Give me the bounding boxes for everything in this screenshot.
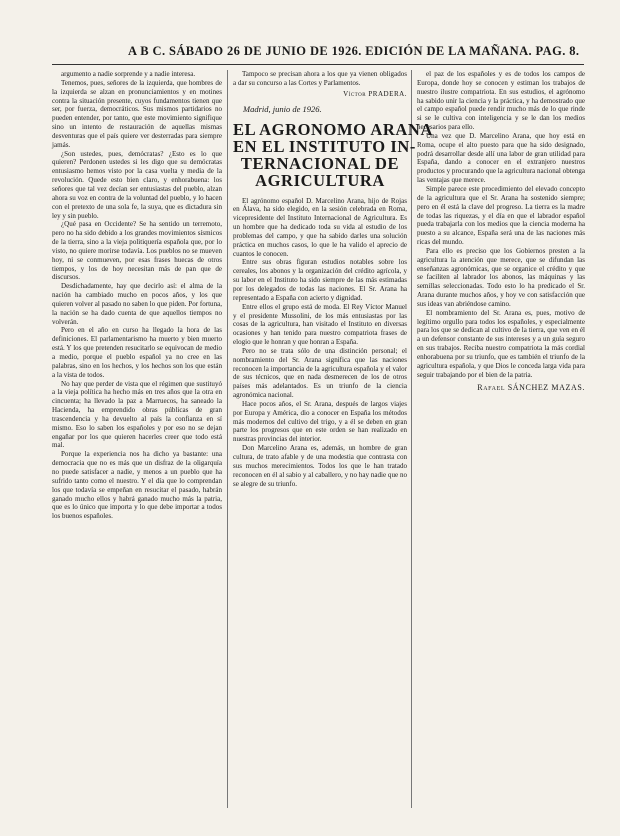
column-left <box>52 70 222 808</box>
headline-line: AGRICULTURA <box>255 170 385 190</box>
dateline: Madrid, junio de 1926. <box>243 103 322 114</box>
paragraph: El agrónomo español D. Marcelino Arana, hijo de Rojas en Álava, ha sido elegido, en la sesión celebrada en Roma, vicepresidente del Instituto Internacional de Agricultura. Es un hombre que ha dedicado toda su vida al estudio de los problemas del campo, y que ha sabido darles una solución práctica en muchos casos, lo que le ha valido el aprecio de cuantos le conocen. <box>233 196 407 258</box>
intro-article <box>233 70 407 88</box>
intro-signature: Víctor PRADERA. <box>343 89 407 98</box>
paragraph: El nombramiento del Sr. Arana es, pues, motivo de legítimo orgullo para todos los españoles, y especialmente para los que se dedican al cultivo de la tierra, que ven en él a un defensor constante de sus intereses y a un guía seguro en sus trabajos. Reciba nuestro compatriota la más cordial enhorabuena por su triunfo, que es también el triunfo de la agricultura española, y que Dios le conceda larga vida para seguir trabajando por el bien de la patria. <box>417 308 585 379</box>
paragraph: Entre ellos el grupo está de moda. El Rey Víctor Manuel y el presidente Mussolini, de los más entusiastas por las cosas de la agricultura, han visitado el Instituto en diversas ocasiones y han tenido para nuestro compatriota frases de elogio que le honran y que honran a España. <box>233 302 407 347</box>
paragraph: Pero en el año en curso ha llegado la hora de las definiciones. El parlamentarismo ha muerto y bien muerto está. Y los que pretenden resucitarlo se equivocan de medio a medio, porque el pueblo español ya no cree en las palabras, sino en los hechos, y los hechos son los que están a la vista de todos. <box>52 326 222 379</box>
paragraph: Tampoco se precisan ahora a los que ya vienen obligados a dar su concurso a las Cortes y Parlamentos. <box>233 70 407 87</box>
paragraph: No hay que perder de vista que el régimen que sustituyó a la vieja política ha hecho más en tres años que la otra en cincuenta; ha llevado la paz a Marruecos, ha saneado la Hacienda, ha emprendido obras públicas de gran trascendencia y ha devuelto al país la confianza en sí mismo. Eso lo saben los españoles y por eso no se dejan engañar por los que quieren hacerles creer que todo está mal. <box>52 379 222 450</box>
paragraph: Porque la experiencia nos ha dicho ya bastante: una democracia que no es más que un disfraz de la oligarquía no puede satisfacer a nadie, y menos a un pueblo que ha sufrido tanto como el nuestro. Y el día que lo comprendan los que todavía se empeñan en resucitar el pasado, habrán ganado mucho ellos y habrá ganado mucho más la patria, que es lo único que importa y lo que debe importar a todos los buenos españoles. <box>52 450 222 521</box>
column-divider <box>227 70 228 808</box>
byline: Rafael SÁNCHEZ MAZAS. <box>477 382 585 392</box>
paragraph: Tenemos, pues, señores de la izquierda, que hombres de la izquierda se alzan en pronunciamientos y en motines contra la situación presente, cuyos fundamentos tienen que ser, por fuerza, democráticos. Sus mismos partidarios no pueden entender, por tanto, que este movimiento signifique sino un intento de restauración de aquellas mismas desventuras que el país quiere ver desterradas para siempre jamás. <box>52 78 222 149</box>
paragraph: argumento a nadie sorprende y a nadie interesa. <box>61 70 196 78</box>
column-divider <box>411 70 412 808</box>
paragraph: ¿Qué pasa en Occidente? Se ha sentido un terremoto, pero no ha sido debido a los grandes movimientos sísmicos de la tierra, sino a la vieja politiquería española que, por lo visto, no quiere morirse todavía. Los pueblos no se mueven hoy, ni se conmueven, por esas frases huecas de otros tiempos, y los de hoy necesitan más de pan que de discursos. <box>52 220 222 282</box>
headline-line: EN EL INSTITUTO IN- <box>233 136 417 156</box>
article-body <box>233 197 407 489</box>
headline-line: EL AGRONOMO ARANA <box>233 119 433 139</box>
column-center <box>233 70 433 808</box>
article-body-continued <box>417 70 585 380</box>
paragraph: Entre sus obras figuran estudios notables sobre los cereales, los abonos y la organización del crédito agrícola, y su labor en el Instituto ha sido siempre de las más estimadas por los delegados de todas las naciones. El Sr. Arana ha representado a España con acierto y dignidad. <box>233 258 407 302</box>
paragraph: el paz de los españoles y es de todos los campos de Europa, donde hoy se conocen y estiman los trabajos de nuestro ilustre compatriota. En sus estudios, el agrónomo ha sabido unir la ciencia y la práctica, y ha demostrado que el campo español puede rendir mucho más de lo que rinde si se le cultiva con inteligencia y se le dan los medios necesarios para ello. <box>417 70 585 132</box>
paragraph: Don Marcelino Arana es, además, un hombre de gran cultura, de trato afable y de una modestia que contrasta con sus muchos merecimientos. Todos los que le han tratado reconocen en él al sabio y al caballero, y no hay nadie que no se alegre de su triunfo. <box>233 444 407 488</box>
page-header: A B C. SÁBADO 26 DE JUNIO DE 1926. EDICIÓN DE LA MAÑANA. PAG. 8. <box>128 44 580 58</box>
paragraph: Hace pocos años, el Sr. Arana, después de largos viajes por Europa y América, dio a conocer en España los métodos más modernos del cultivo del trigo, y a él se deben en gran parte los progresos que en este orden se han realizado en nuestras provincias del interior. <box>233 399 407 444</box>
header-rule <box>52 64 584 65</box>
paragraph: Una vez que D. Marcelino Arana, que hoy está en Roma, ocupe el alto puesto para que ha sido designado, podrá desarrollar desde allí una labor de gran utilidad para España, dando a conocer en el extranjero nuestros productos y procurando que la agricultura nacional obtenga las ventajas que merece. <box>417 131 585 185</box>
paragraph: Pero no se trata sólo de una distinción personal; el nombramiento del Sr. Arana significa que las naciones reconocen la importancia de la agricultura española y el valor de sus técnicos, que en nada desmerecen de los de otros países más adelantados. Es un triunfo de la ciencia agronómica nacional. <box>233 346 407 400</box>
paragraph: ¿Son ustedes, pues, demócratas? ¿Esto es lo que quieren? Perdonen ustedes si les digo que su demócratas entusiasmo hemos visto por la casa vuelta y media de la revolución. Quede esto bien claro, y enhorabuena: los señores que tal vez decían ser entusiastas del pueblo, alzan ahora su voz en contra de la voluntad del pueblo, y lo hacen con el pretexto de una sola fe, la suya, que es dictadura sin ley y sin pueblo. <box>52 149 222 220</box>
paragraph: Simple parece este procedimiento del elevado concepto de la agricultura que el Sr. Arana ha sostenido siempre; pero en él está la clave del progreso. La tierra es la madre de todas las riquezas, y el día en que el labrador español pueda trabajarla con los medios que la ciencia moderna ha puesto a su alcance, España será una de las naciones más ricas del mundo. <box>417 184 585 247</box>
article-headline <box>233 119 433 190</box>
headline-line: TERNACIONAL DE <box>240 153 400 173</box>
paragraph: Desdichadamente, hay que decirlo así: el alma de la nación ha cambiado mucho en pocos años, y los que quieren volver al pasado no saben lo que piden. Por fortuna, la nación se ha dado cuenta de que aquellos tiempos no volverán. <box>52 282 222 326</box>
paragraph: Para ello es preciso que los Gobiernos presten a la agricultura la atención que merece, que se difundan las enseñanzas agronómicas, que se organice el crédito y que se faciliten al labrador los abonos, las máquinas y las semillas seleccionadas. Todo esto lo ha predicado el Sr. Arana durante muchos años, y hoy ve con satisfacción que sus ideas van abriéndose camino. <box>417 246 585 308</box>
column-right <box>417 70 585 808</box>
